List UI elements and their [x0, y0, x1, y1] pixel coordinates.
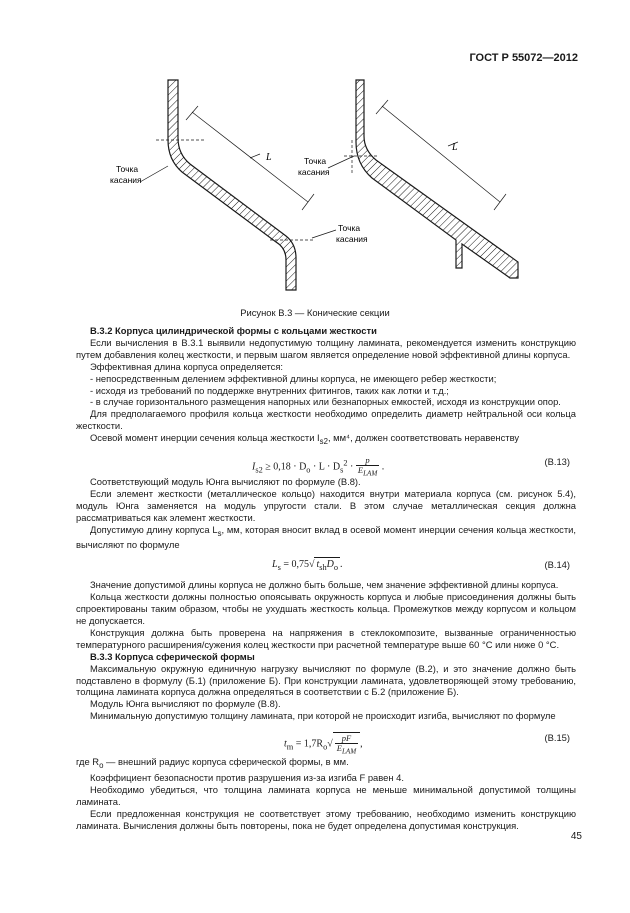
figure-conical-sections — [100, 78, 540, 300]
list-item: - исходя из требований по поддержке внутренних фитингов, таких как лотки и т.д.; — [90, 384, 449, 396]
paragraph: Эффективная длина корпуса определяется: — [90, 360, 284, 372]
length-label-left: L — [266, 152, 272, 163]
paragraph: Кольца жесткости должны полностью опоясывать окружность корпуса и любые присоединения должны быть спроектированы таким образом, чтобы не ухудшать жесткость кольца. Промежутков между корпусом и кольцом не допускается. — [76, 591, 576, 626]
tangent-label-left-2: касания — [110, 175, 142, 185]
paragraph: Максимальную окружную единичную нагрузку вычисляют по формуле (В.2), и это значение должно быть подставлено в формулу (Б.1) (приложение Б). При конструкции ламината, удовлетворяющей этому требованию, толщина ламината корпуса должна определяться в соответствии с Б.2 (приложение Б). — [76, 662, 576, 698]
paragraph: Допустимую длину корпуса $L_s$, мм, которая вносит вклад в осевой момент инерции сечения кольца жесткости, вычисляют по формуле — [76, 523, 576, 551]
page-number: 45 — [570, 831, 582, 842]
equation-b15: $t_m = 1,7R_o√$ $\frac{pF}{E_{LAM}}$ , (В.15) — [284, 732, 570, 756]
list-item: - в случае горизонтального размещения напорных или безнапорных емкостей, исходя из конструкции опор. — [90, 396, 561, 408]
paragraph: Для предполагаемого профиля кольца жесткости необходимо определить диаметр нейтральной оси кольца жесткости. — [76, 408, 576, 432]
tangent-label-mid-1: Точка — [338, 223, 361, 233]
section-heading-b32: В.3.2 Корпуса цилиндрической формы с кольцами жесткости — [90, 325, 377, 336]
equation-b14: $L_s = 0,75√$ $t_{sh}D_o$ . (В.14) — [272, 559, 570, 573]
paragraph: Соответствующий модуль Юнга вычисляют по формуле (В.8). — [90, 475, 361, 487]
paragraph: Если вычисления в В.3.1 выявили недопустимую толщину ламината, рекомендуется изменить конструкцию путем добавления колец жесткости, и первым шагом является определение новой эффективной длины корпуса. — [76, 336, 576, 360]
left-section-drawing — [140, 80, 336, 290]
paragraph: Минимальную допустимую толщину ламината, при которой не происходит изгиба, вычисляют по формуле — [90, 710, 556, 722]
paragraph: Коэффициент безопасности против разрушения из-за изгиба F равен 4. — [90, 771, 404, 783]
paragraph: Модуль Юнга вычисляют по формуле (В.8). — [90, 698, 281, 710]
paragraph: Необходимо убедиться, что толщина ламината корпуса не меньше минимальной допустимой толщины ламината. — [76, 783, 576, 807]
paragraph: Если элемент жесткости (металлическое кольцо) находится внутри материала корпуса (см. рисунок 5.4), модуль Юнга заменяется на модуль упругости стали. В этом случае металлическая секция должна рассматриваться как элемент жесткости. — [76, 487, 576, 523]
tangent-label-right-1: Точка — [304, 156, 327, 166]
section-heading-b33: В.3.3 Корпуса сферической формы — [90, 650, 255, 662]
paragraph: Конструкция должна быть проверена на напряжения в стеклокомпозите, вызванные ограниченностью температурного расширения/сужения колец жесткости при расчетной температуре выше 60 °С или ниже 0 °С. — [76, 626, 576, 650]
paragraph: Значение допустимой длины корпуса не должно быть больше, чем значение эффективной длины корпуса. — [90, 579, 559, 591]
tangent-label-right-2: касания — [298, 167, 330, 177]
length-label-right: L — [452, 142, 458, 153]
paragraph: Если предложенная конструкция не соответствует этому требованию, необходимо изменить конструкцию ламината. Вычисления должны быть повторены, пока не будет определена допустимая конструкция. — [76, 807, 576, 831]
document-body — [76, 325, 576, 831]
paragraph: Осевой момент инерции сечения кольца жесткости $I_{s2}$, мм⁴, должен соответствовать неравенству — [90, 432, 520, 447]
figure-caption: Рисунок В.3 — Конические секции — [240, 307, 390, 318]
tangent-label-left-1: Точка — [116, 164, 139, 174]
paragraph: где $R_o$ — внешний радиус корпуса сферической формы, в мм. — [76, 756, 349, 770]
standard-number: ГОСТ Р 55072—2012 — [469, 52, 578, 64]
equation-b13: $I_{s2} \ge 0,18 \cdot D_o \cdot L \cdot D_s^2$ · $\frac{p}{E_{LAM}}$ . (В.13) — [252, 454, 570, 478]
right-section-drawing — [328, 80, 518, 278]
list-item: - непосредственным делением эффективной длины корпуса, не имеющего ребер жесткости; — [90, 372, 497, 384]
tangent-label-mid-2: касания — [336, 234, 368, 244]
